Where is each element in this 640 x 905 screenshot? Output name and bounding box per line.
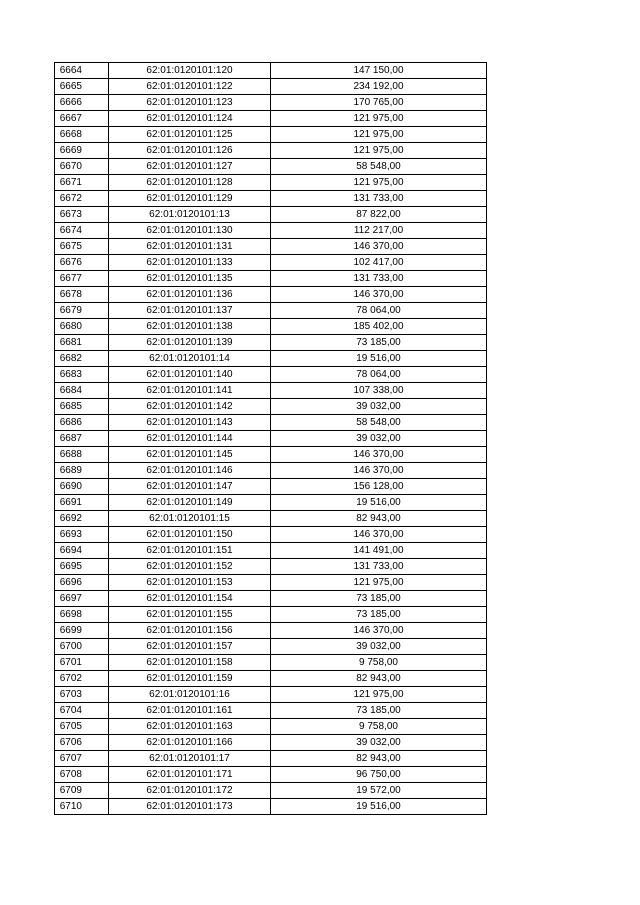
table-row — [55, 767, 487, 783]
table-row — [55, 479, 487, 495]
row-number-cell: 6709 — [55, 783, 109, 799]
row-number-cell: 6674 — [55, 223, 109, 239]
table-row — [55, 207, 487, 223]
value-cell: 121 975,00 — [271, 175, 487, 191]
cadastral-number-cell: 62:01:0120101:14 — [109, 351, 271, 367]
table-row — [55, 751, 487, 767]
value-cell: 146 370,00 — [271, 463, 487, 479]
cadastral-number-cell: 62:01:0120101:126 — [109, 143, 271, 159]
cadastral-number-cell: 62:01:0120101:151 — [109, 543, 271, 559]
value-cell: 121 975,00 — [271, 143, 487, 159]
row-number-cell: 6701 — [55, 655, 109, 671]
cadastral-number-cell: 62:01:0120101:135 — [109, 271, 271, 287]
cadastral-number-cell: 62:01:0120101:128 — [109, 175, 271, 191]
row-number-cell: 6689 — [55, 463, 109, 479]
cadastral-number-cell: 62:01:0120101:15 — [109, 511, 271, 527]
value-cell: 107 338,00 — [271, 383, 487, 399]
row-number-cell: 6686 — [55, 415, 109, 431]
table-row — [55, 527, 487, 543]
table-row — [55, 319, 487, 335]
value-cell: 78 064,00 — [271, 367, 487, 383]
value-cell: 58 548,00 — [271, 415, 487, 431]
row-number-cell: 6683 — [55, 367, 109, 383]
table-row — [55, 687, 487, 703]
cadastral-number-cell: 62:01:0120101:17 — [109, 751, 271, 767]
table-row — [55, 591, 487, 607]
cadastral-number-cell: 62:01:0120101:153 — [109, 575, 271, 591]
row-number-cell: 6695 — [55, 559, 109, 575]
row-number-cell: 6702 — [55, 671, 109, 687]
value-cell: 39 032,00 — [271, 735, 487, 751]
value-cell: 147 150,00 — [271, 63, 487, 79]
table-row — [55, 159, 487, 175]
cadastral-number-cell: 62:01:0120101:122 — [109, 79, 271, 95]
value-cell: 87 822,00 — [271, 207, 487, 223]
row-number-cell: 6667 — [55, 111, 109, 127]
value-cell: 234 192,00 — [271, 79, 487, 95]
table-row — [55, 495, 487, 511]
table-row — [55, 287, 487, 303]
value-cell: 39 032,00 — [271, 639, 487, 655]
value-cell: 146 370,00 — [271, 447, 487, 463]
value-cell: 82 943,00 — [271, 511, 487, 527]
value-cell: 96 750,00 — [271, 767, 487, 783]
table-row — [55, 239, 487, 255]
cadastral-number-cell: 62:01:0120101:140 — [109, 367, 271, 383]
table-row — [55, 735, 487, 751]
cadastral-number-cell: 62:01:0120101:149 — [109, 495, 271, 511]
cadastral-number-cell: 62:01:0120101:161 — [109, 703, 271, 719]
table-row — [55, 719, 487, 735]
value-cell: 78 064,00 — [271, 303, 487, 319]
table-row — [55, 671, 487, 687]
value-cell: 121 975,00 — [271, 687, 487, 703]
table-row — [55, 607, 487, 623]
value-cell: 102 417,00 — [271, 255, 487, 271]
value-cell: 112 217,00 — [271, 223, 487, 239]
row-number-cell: 6675 — [55, 239, 109, 255]
cadastral-number-cell: 62:01:0120101:144 — [109, 431, 271, 447]
value-cell: 146 370,00 — [271, 239, 487, 255]
table-row — [55, 175, 487, 191]
row-number-cell: 6703 — [55, 687, 109, 703]
value-cell: 19 516,00 — [271, 351, 487, 367]
row-number-cell: 6699 — [55, 623, 109, 639]
cadastral-number-cell: 62:01:0120101:120 — [109, 63, 271, 79]
table-row — [55, 335, 487, 351]
row-number-cell: 6680 — [55, 319, 109, 335]
value-cell: 121 975,00 — [271, 111, 487, 127]
row-number-cell: 6692 — [55, 511, 109, 527]
cadastral-number-cell: 62:01:0120101:131 — [109, 239, 271, 255]
value-cell: 19 516,00 — [271, 799, 487, 815]
value-cell: 146 370,00 — [271, 287, 487, 303]
row-number-cell: 6664 — [55, 63, 109, 79]
table-row — [55, 543, 487, 559]
cadastral-number-cell: 62:01:0120101:166 — [109, 735, 271, 751]
cadastral-number-cell: 62:01:0120101:155 — [109, 607, 271, 623]
cadastral-number-cell: 62:01:0120101:145 — [109, 447, 271, 463]
cadastral-number-cell: 62:01:0120101:138 — [109, 319, 271, 335]
table-row — [55, 255, 487, 271]
row-number-cell: 6694 — [55, 543, 109, 559]
row-number-cell: 6691 — [55, 495, 109, 511]
row-number-cell: 6704 — [55, 703, 109, 719]
value-cell: 131 733,00 — [271, 559, 487, 575]
table-row — [55, 415, 487, 431]
cadastral-number-cell: 62:01:0120101:142 — [109, 399, 271, 415]
table-row — [55, 639, 487, 655]
value-cell: 121 975,00 — [271, 127, 487, 143]
data-table — [54, 62, 487, 815]
cadastral-number-cell: 62:01:0120101:156 — [109, 623, 271, 639]
table-body — [55, 63, 487, 815]
cadastral-number-cell: 62:01:0120101:172 — [109, 783, 271, 799]
cadastral-number-cell: 62:01:0120101:130 — [109, 223, 271, 239]
value-cell: 58 548,00 — [271, 159, 487, 175]
row-number-cell: 6687 — [55, 431, 109, 447]
cadastral-number-cell: 62:01:0120101:152 — [109, 559, 271, 575]
value-cell: 73 185,00 — [271, 335, 487, 351]
value-cell: 73 185,00 — [271, 591, 487, 607]
cadastral-number-cell: 62:01:0120101:146 — [109, 463, 271, 479]
row-number-cell: 6672 — [55, 191, 109, 207]
table-row — [55, 703, 487, 719]
cadastral-number-cell: 62:01:0120101:141 — [109, 383, 271, 399]
cadastral-number-cell: 62:01:0120101:143 — [109, 415, 271, 431]
cadastral-number-cell: 62:01:0120101:150 — [109, 527, 271, 543]
cadastral-number-cell: 62:01:0120101:125 — [109, 127, 271, 143]
value-cell: 131 733,00 — [271, 191, 487, 207]
row-number-cell: 6685 — [55, 399, 109, 415]
row-number-cell: 6693 — [55, 527, 109, 543]
value-cell: 19 516,00 — [271, 495, 487, 511]
table-row — [55, 575, 487, 591]
table-row — [55, 367, 487, 383]
cadastral-number-cell: 62:01:0120101:139 — [109, 335, 271, 351]
value-cell: 141 491,00 — [271, 543, 487, 559]
table-row — [55, 399, 487, 415]
table-row — [55, 271, 487, 287]
cadastral-number-cell: 62:01:0120101:16 — [109, 687, 271, 703]
row-number-cell: 6710 — [55, 799, 109, 815]
table-row — [55, 111, 487, 127]
table-row — [55, 463, 487, 479]
cadastral-number-cell: 62:01:0120101:123 — [109, 95, 271, 111]
cadastral-number-cell: 62:01:0120101:136 — [109, 287, 271, 303]
cadastral-number-cell: 62:01:0120101:133 — [109, 255, 271, 271]
cadastral-number-cell: 62:01:0120101:157 — [109, 639, 271, 655]
value-cell: 131 733,00 — [271, 271, 487, 287]
table-row — [55, 559, 487, 575]
row-number-cell: 6697 — [55, 591, 109, 607]
value-cell: 73 185,00 — [271, 703, 487, 719]
row-number-cell: 6690 — [55, 479, 109, 495]
cadastral-number-cell: 62:01:0120101:129 — [109, 191, 271, 207]
table-row — [55, 223, 487, 239]
value-cell: 146 370,00 — [271, 623, 487, 639]
value-cell: 39 032,00 — [271, 399, 487, 415]
table-row — [55, 383, 487, 399]
cadastral-number-cell: 62:01:0120101:147 — [109, 479, 271, 495]
value-cell: 73 185,00 — [271, 607, 487, 623]
table-row — [55, 63, 487, 79]
row-number-cell: 6677 — [55, 271, 109, 287]
table-row — [55, 623, 487, 639]
value-cell: 9 758,00 — [271, 719, 487, 735]
row-number-cell: 6669 — [55, 143, 109, 159]
table-row — [55, 191, 487, 207]
table-row — [55, 511, 487, 527]
cadastral-number-cell: 62:01:0120101:127 — [109, 159, 271, 175]
row-number-cell: 6698 — [55, 607, 109, 623]
table-row — [55, 143, 487, 159]
row-number-cell: 6670 — [55, 159, 109, 175]
cadastral-number-cell: 62:01:0120101:159 — [109, 671, 271, 687]
cadastral-number-cell: 62:01:0120101:173 — [109, 799, 271, 815]
table-row — [55, 431, 487, 447]
value-cell: 19 572,00 — [271, 783, 487, 799]
cadastral-number-cell: 62:01:0120101:154 — [109, 591, 271, 607]
cadastral-number-cell: 62:01:0120101:124 — [109, 111, 271, 127]
row-number-cell: 6705 — [55, 719, 109, 735]
cadastral-number-cell: 62:01:0120101:158 — [109, 655, 271, 671]
cadastral-number-cell: 62:01:0120101:171 — [109, 767, 271, 783]
cadastral-number-cell: 62:01:0120101:137 — [109, 303, 271, 319]
value-cell: 146 370,00 — [271, 527, 487, 543]
row-number-cell: 6668 — [55, 127, 109, 143]
row-number-cell: 6666 — [55, 95, 109, 111]
row-number-cell: 6708 — [55, 767, 109, 783]
row-number-cell: 6688 — [55, 447, 109, 463]
value-cell: 121 975,00 — [271, 575, 487, 591]
value-cell: 9 758,00 — [271, 655, 487, 671]
row-number-cell: 6676 — [55, 255, 109, 271]
row-number-cell: 6671 — [55, 175, 109, 191]
table-row — [55, 127, 487, 143]
row-number-cell: 6700 — [55, 639, 109, 655]
table-row — [55, 447, 487, 463]
row-number-cell: 6681 — [55, 335, 109, 351]
value-cell: 170 765,00 — [271, 95, 487, 111]
table-row — [55, 351, 487, 367]
row-number-cell: 6673 — [55, 207, 109, 223]
row-number-cell: 6665 — [55, 79, 109, 95]
cadastral-number-cell: 62:01:0120101:13 — [109, 207, 271, 223]
row-number-cell: 6678 — [55, 287, 109, 303]
value-cell: 156 128,00 — [271, 479, 487, 495]
value-cell: 185 402,00 — [271, 319, 487, 335]
value-cell: 82 943,00 — [271, 671, 487, 687]
row-number-cell: 6682 — [55, 351, 109, 367]
table-row — [55, 783, 487, 799]
value-cell: 82 943,00 — [271, 751, 487, 767]
row-number-cell: 6706 — [55, 735, 109, 751]
table-row — [55, 79, 487, 95]
value-cell: 39 032,00 — [271, 431, 487, 447]
row-number-cell: 6684 — [55, 383, 109, 399]
table-row — [55, 655, 487, 671]
row-number-cell: 6707 — [55, 751, 109, 767]
table-row — [55, 95, 487, 111]
cadastral-number-cell: 62:01:0120101:163 — [109, 719, 271, 735]
table-row — [55, 303, 487, 319]
table-row — [55, 799, 487, 815]
row-number-cell: 6696 — [55, 575, 109, 591]
row-number-cell: 6679 — [55, 303, 109, 319]
